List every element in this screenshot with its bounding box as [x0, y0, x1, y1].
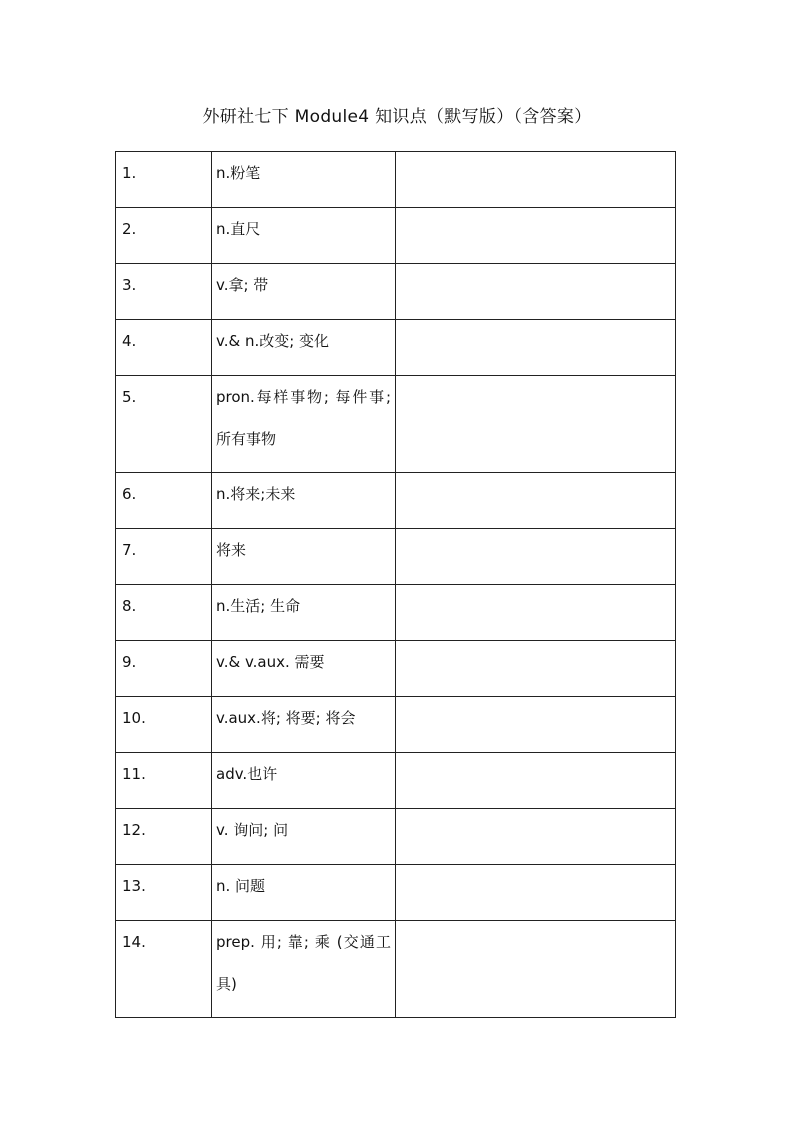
row-number-cell — [116, 865, 212, 921]
table-row — [116, 865, 676, 921]
row-number-cell — [116, 529, 212, 585]
answer-cell[interactable] — [396, 152, 676, 208]
definition-text: n. 问题 — [216, 877, 266, 895]
row-number-cell — [116, 641, 212, 697]
row-number: 9. — [122, 653, 137, 671]
definition-text: n.将来;未来 — [216, 485, 296, 503]
definition-text: v.aux.将; 将要; 将会 — [216, 709, 356, 727]
answer-text[interactable] — [396, 865, 675, 866]
definition-cell — [212, 697, 396, 753]
row-number: 5. — [122, 388, 137, 406]
definition-text: prep. 用; 靠; 乘 (交通工具) — [216, 933, 391, 993]
definition-text: v.& v.aux. 需要 — [216, 653, 325, 671]
row-number: 11. — [122, 765, 146, 783]
table-row — [116, 376, 676, 473]
answer-text[interactable] — [396, 152, 675, 153]
row-number-cell — [116, 376, 212, 473]
row-number: 10. — [122, 709, 146, 727]
answer-cell[interactable] — [396, 529, 676, 585]
answer-text[interactable] — [396, 697, 675, 698]
definition-cell — [212, 641, 396, 697]
page-title: 外研社七下 Module4 知识点（默写版）（含答案） — [202, 107, 592, 127]
row-number-cell — [116, 152, 212, 208]
definition-text: v. 询问; 问 — [216, 821, 289, 839]
answer-cell[interactable] — [396, 585, 676, 641]
row-number-cell — [116, 697, 212, 753]
answer-text[interactable] — [396, 264, 675, 265]
answer-text[interactable] — [396, 921, 675, 922]
definition-cell — [212, 152, 396, 208]
definition-cell — [212, 809, 396, 865]
answer-text[interactable] — [396, 208, 675, 209]
definition-cell — [212, 753, 396, 809]
definition-text: v.& n.改变; 变化 — [216, 332, 330, 350]
answer-text[interactable] — [396, 529, 675, 530]
answer-cell[interactable] — [396, 865, 676, 921]
table-row — [116, 208, 676, 264]
definition-text: adv.也许 — [216, 765, 278, 783]
row-number-cell — [116, 473, 212, 529]
answer-text[interactable] — [396, 753, 675, 754]
definition-cell — [212, 208, 396, 264]
answer-cell[interactable] — [396, 473, 676, 529]
definition-text: n.直尺 — [216, 220, 261, 238]
table-row — [116, 152, 676, 208]
row-number-cell — [116, 208, 212, 264]
row-number-cell — [116, 264, 212, 320]
row-number: 12. — [122, 821, 146, 839]
answer-cell[interactable] — [396, 376, 676, 473]
table-row — [116, 320, 676, 376]
answer-cell[interactable] — [396, 641, 676, 697]
row-number: 13. — [122, 877, 146, 895]
answer-text[interactable] — [396, 585, 675, 586]
definition-cell — [212, 585, 396, 641]
row-number-cell — [116, 921, 212, 1018]
table-row — [116, 921, 676, 1018]
answer-cell[interactable] — [396, 320, 676, 376]
definition-cell — [212, 529, 396, 585]
row-number: 4. — [122, 332, 137, 350]
row-number-cell — [116, 753, 212, 809]
definition-cell — [212, 376, 396, 473]
row-number-cell — [116, 809, 212, 865]
answer-cell[interactable] — [396, 753, 676, 809]
definition-cell — [212, 473, 396, 529]
row-number: 8. — [122, 597, 137, 615]
definition-text: n.粉笔 — [216, 164, 261, 182]
definition-text: pron.每样事物; 每件事; 所有事物 — [216, 388, 391, 448]
definition-cell — [212, 865, 396, 921]
definition-cell — [212, 264, 396, 320]
answer-cell[interactable] — [396, 208, 676, 264]
definition-cell — [212, 320, 396, 376]
definition-cell — [212, 921, 396, 1018]
table-row — [116, 809, 676, 865]
row-number-cell — [116, 320, 212, 376]
row-number: 14. — [122, 933, 146, 951]
table-row — [116, 753, 676, 809]
table-row — [116, 473, 676, 529]
answer-text[interactable] — [396, 809, 675, 810]
row-number: 1. — [122, 164, 137, 182]
definition-text: n.生活; 生命 — [216, 597, 301, 615]
answer-text[interactable] — [396, 473, 675, 474]
row-number-cell — [116, 585, 212, 641]
answer-cell[interactable] — [396, 921, 676, 1018]
definition-text: v.拿; 带 — [216, 276, 269, 294]
table-row — [116, 264, 676, 320]
table-row — [116, 641, 676, 697]
table-row — [116, 697, 676, 753]
answer-text[interactable] — [396, 320, 675, 321]
vocabulary-table — [115, 151, 676, 1018]
row-number: 2. — [122, 220, 137, 238]
answer-cell[interactable] — [396, 809, 676, 865]
answer-text[interactable] — [396, 641, 675, 642]
row-number: 3. — [122, 276, 137, 294]
table-row — [116, 529, 676, 585]
answer-text[interactable] — [396, 376, 675, 377]
answer-cell[interactable] — [396, 697, 676, 753]
answer-cell[interactable] — [396, 264, 676, 320]
table-row — [116, 585, 676, 641]
row-number: 7. — [122, 541, 137, 559]
row-number: 6. — [122, 485, 137, 503]
definition-text: 将来 — [216, 541, 247, 559]
